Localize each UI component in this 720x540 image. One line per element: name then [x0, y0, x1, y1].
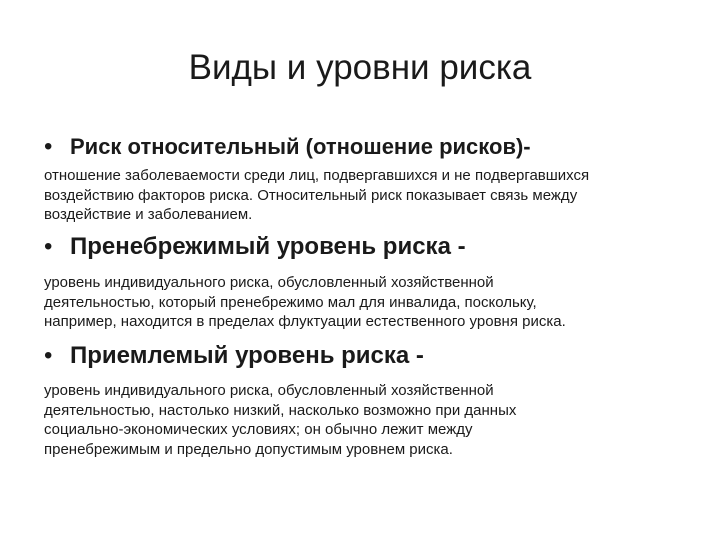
section-heading-relative-risk: [44, 132, 531, 162]
bullet-icon: •: [44, 133, 53, 160]
section-body-acceptable-risk: уровень индивидуального риска, обусловленный хозяйственной деятельностью, настолько низкий, насколько возможно при данных социально-экономических условиях; он обычно лежит между пренебрежимым и предельно допустимым уровнем риска.: [44, 382, 517, 458]
section-heading-text: Риск относительный (отношение рисков)-: [70, 134, 531, 159]
section-heading-acceptable-risk: [44, 341, 424, 371]
section-body-relative-risk: отношение заболеваемости среди лиц, подвергавшихся и не подвергавшихся воздействию факторов риска. Относительный риск показывает связь между воздействие и заболеванием.: [44, 167, 590, 223]
section-heading-negligible-risk: [44, 232, 466, 262]
bullet-icon: •: [44, 233, 53, 260]
section-heading-text: Приемлемый уровень риска -: [70, 342, 424, 369]
bullet-icon: •: [44, 342, 53, 369]
slide-title: Виды и уровни риска: [188, 48, 532, 87]
section-body-negligible-risk: уровень индивидуального риска, обусловленный хозяйственной деятельностью, который пренебрежимо мал для инвалида, поскольку, например, находится в пределах флуктуации естественного уровня риска.: [44, 274, 566, 330]
section-heading-text: Пренебрежимый уровень риска -: [70, 233, 466, 260]
